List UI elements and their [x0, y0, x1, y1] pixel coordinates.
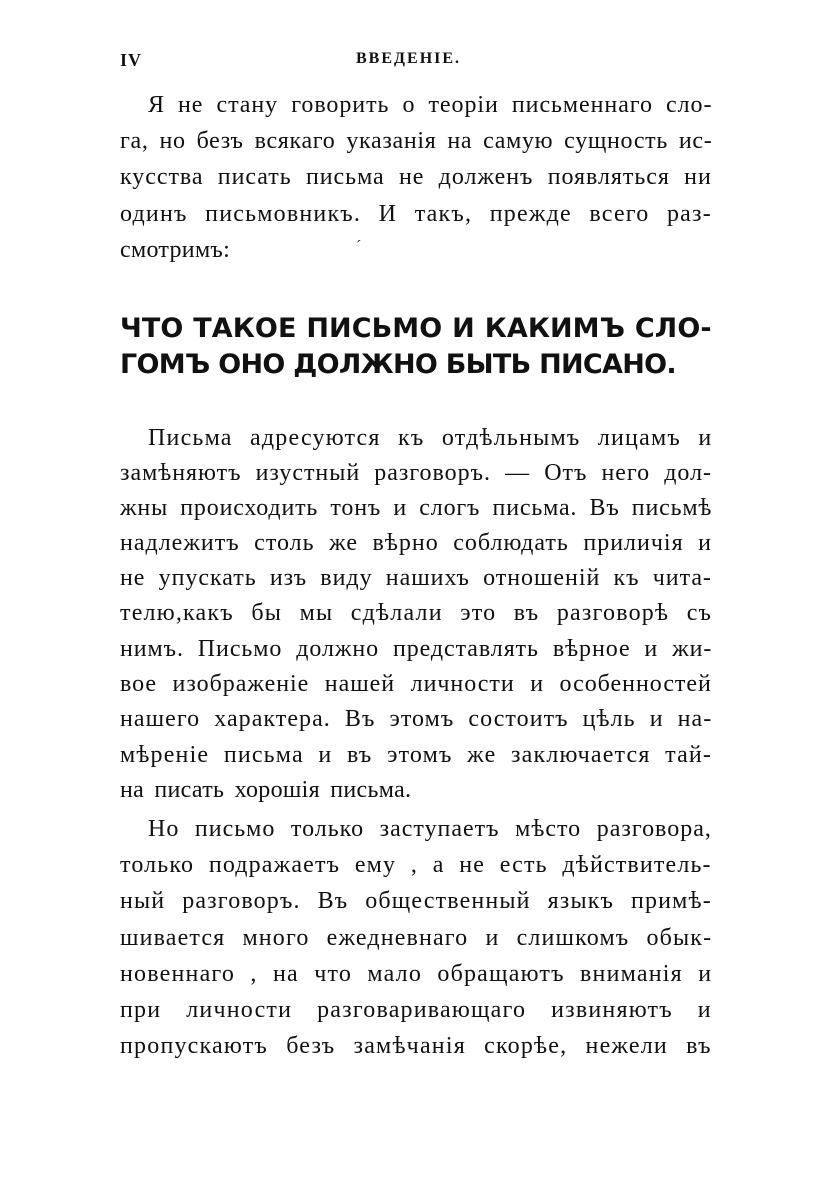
paragraph2-line-4: шивается много ежедневнаго и слишкомъ обык-	[120, 925, 713, 951]
section-heading-line-1: ЧТО ТАКОЕ ПИСЬМО И КАКИМЪ СЛО-	[120, 313, 712, 344]
paragraph1-line-2: замѣняютъ изустный разговоръ. — Отъ него дол-	[120, 460, 712, 486]
paragraph1-line-10: мѣреніе письма и въ этомъ же заключается тай-	[120, 742, 713, 768]
intro-line-5: смотримъ:	[120, 237, 231, 263]
running-head	[120, 50, 706, 74]
paragraph1-line-6: телю,какъ бы мы сдѣлали это въ разговорѣ съ	[120, 600, 713, 626]
section-heading-line-2: ГОМЪ ОНО ДОЛЖНО БЫТЬ ПИСАНО.	[120, 349, 676, 380]
paragraph2-line-5: новеннаго , на что мало обращаютъ вниманія и	[120, 961, 713, 987]
intro-line-1: Я не стану говорить о теоріи письменнаго сло-	[148, 92, 713, 118]
paragraph1-line-8: вое изображеніе нашей личности и особенностей	[120, 671, 712, 697]
intro-line-2: га, но безъ всякаго указанія на самую сущность ис-	[120, 128, 713, 154]
paragraph1-line-1: Письма адресуются къ отдѣльнымъ лицамъ и	[148, 425, 713, 451]
paragraph2-line-2: только подражаетъ ему , а не есть дѣйствитель-	[120, 852, 712, 878]
paragraph2-line-7: пропускаютъ безъ замѣчанія скорѣе, нежели въ	[120, 1033, 712, 1059]
intro-line-4: одинъ письмовникъ. И такъ, прежде всего раз-	[120, 201, 712, 227]
paragraph1-line-5: не упускать изъ виду нашихъ отношеній къ чита-	[120, 565, 712, 591]
paragraph1-line-9: нашего характера. Въ этомъ состоитъ цѣль и на-	[120, 706, 713, 732]
paragraph1-line-3: жны происходить тонъ и слогъ письма. Въ письмѣ	[120, 495, 713, 521]
paragraph1-line-4: надлежитъ столь же вѣрно соблюдать приличія и	[120, 530, 712, 556]
paragraph2-line-1: Но письмо только заступаетъ мѣсто разговора,	[148, 816, 712, 842]
page-number: IV	[120, 50, 143, 70]
paragraph2-line-6: при личности разговаривающаго извиняютъ и	[120, 997, 712, 1023]
running-title: ВВЕДЕНІЕ.	[356, 50, 462, 67]
paragraph1-line-7: нимъ. Письмо должно представлять вѣрное и жи-	[120, 636, 713, 662]
paragraph1-line-11: на писать хорошія письма.	[120, 777, 412, 803]
paragraph2-line-3: ный разговоръ. Въ общественный языкъ примѣ-	[120, 888, 712, 914]
intro-line-3: кусства писать письма не долженъ появляться ни	[120, 164, 712, 190]
stray-mark: ´	[356, 238, 362, 255]
